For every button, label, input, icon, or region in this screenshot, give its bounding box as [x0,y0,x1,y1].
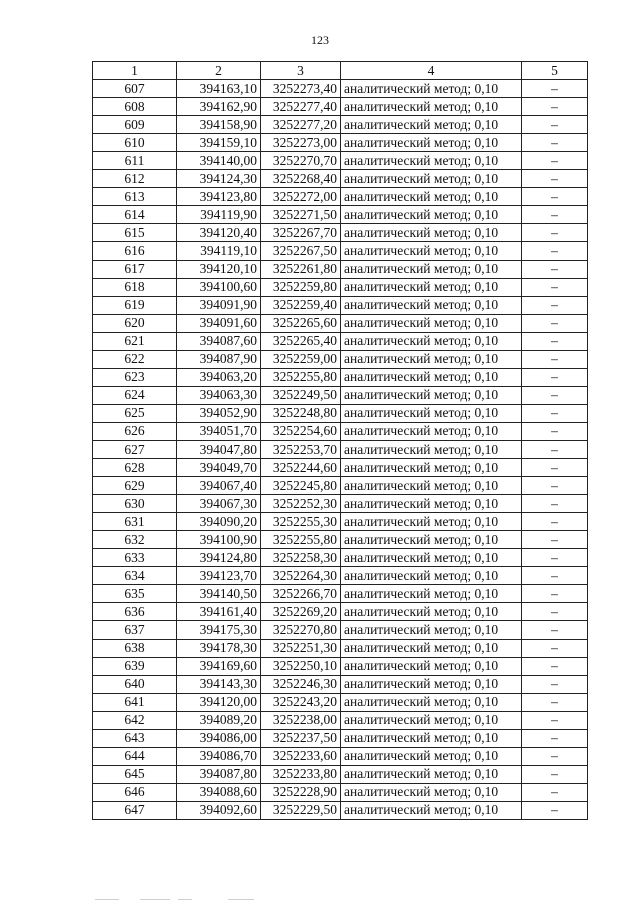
y-coordinate-cell: 3252246,30 [261,675,341,693]
method-accuracy-cell: аналитический метод; 0,10 [341,224,522,242]
point-number-cell: 634 [93,567,177,585]
table-row [93,80,588,98]
y-coordinate-cell: 3252251,30 [261,639,341,657]
method-accuracy-cell: аналитический метод; 0,10 [341,116,522,134]
method-accuracy-cell: аналитический метод; 0,10 [341,296,522,314]
table-row [93,404,588,422]
y-coordinate-cell: 3252252,30 [261,495,341,513]
y-coordinate-cell: 3252272,00 [261,188,341,206]
y-coordinate-cell: 3252255,80 [261,368,341,386]
x-coordinate-cell: 394090,20 [177,513,261,531]
table-row [93,260,588,278]
note-cell: – [522,477,588,495]
table-row [93,296,588,314]
method-accuracy-cell: аналитический метод; 0,10 [341,98,522,116]
point-number-cell: 613 [93,188,177,206]
note-cell: – [522,242,588,260]
x-coordinate-cell: 394119,10 [177,242,261,260]
method-accuracy-cell: аналитический метод; 0,10 [341,639,522,657]
x-coordinate-cell: 394087,60 [177,332,261,350]
table-row [93,639,588,657]
method-accuracy-cell: аналитический метод; 0,10 [341,80,522,98]
point-number-cell: 610 [93,134,177,152]
note-cell: – [522,567,588,585]
point-number-cell: 635 [93,585,177,603]
table-row [93,440,588,458]
note-cell: – [522,765,588,783]
table-row [93,567,588,585]
note-cell: – [522,332,588,350]
x-coordinate-cell: 394162,90 [177,98,261,116]
table-row [93,549,588,567]
table-row [93,368,588,386]
point-number-cell: 630 [93,495,177,513]
note-cell: – [522,440,588,458]
method-accuracy-cell: аналитический метод; 0,10 [341,440,522,458]
note-cell: – [522,459,588,477]
x-coordinate-cell: 394158,90 [177,116,261,134]
x-coordinate-cell: 394140,00 [177,152,261,170]
table-row [93,314,588,332]
method-accuracy-cell: аналитический метод; 0,10 [341,242,522,260]
method-accuracy-cell: аналитический метод; 0,10 [341,368,522,386]
point-number-cell: 612 [93,170,177,188]
method-accuracy-cell: аналитический метод; 0,10 [341,404,522,422]
table-row [93,657,588,675]
point-number-cell: 636 [93,603,177,621]
method-accuracy-cell: аналитический метод; 0,10 [341,621,522,639]
y-coordinate-cell: 3252266,70 [261,585,341,603]
table-row [93,711,588,729]
note-cell: – [522,675,588,693]
method-accuracy-cell: аналитический метод; 0,10 [341,513,522,531]
note-cell: – [522,350,588,368]
x-coordinate-cell: 394100,60 [177,278,261,296]
y-coordinate-cell: 3252250,10 [261,657,341,675]
x-coordinate-cell: 394052,90 [177,404,261,422]
y-coordinate-cell: 3252273,00 [261,134,341,152]
table-row [93,801,588,819]
method-accuracy-cell: аналитический метод; 0,10 [341,729,522,747]
point-number-cell: 607 [93,80,177,98]
point-number-cell: 625 [93,404,177,422]
table-row [93,170,588,188]
point-number-cell: 646 [93,783,177,801]
column-header-1: 1 [93,62,177,80]
note-cell: – [522,368,588,386]
point-number-cell: 618 [93,278,177,296]
column-header-2: 2 [177,62,261,80]
method-accuracy-cell: аналитический метод; 0,10 [341,477,522,495]
x-coordinate-cell: 394178,30 [177,639,261,657]
x-coordinate-cell: 394120,00 [177,693,261,711]
table-body [93,80,588,820]
y-coordinate-cell: 3252249,50 [261,386,341,404]
y-coordinate-cell: 3252259,00 [261,350,341,368]
method-accuracy-cell: аналитический метод; 0,10 [341,422,522,440]
note-cell: – [522,188,588,206]
x-coordinate-cell: 394169,60 [177,657,261,675]
note-cell: – [522,711,588,729]
x-coordinate-cell: 394123,70 [177,567,261,585]
table-row [93,675,588,693]
note-cell: – [522,783,588,801]
note-cell: – [522,693,588,711]
point-number-cell: 633 [93,549,177,567]
point-number-cell: 638 [93,639,177,657]
method-accuracy-cell: аналитический метод; 0,10 [341,260,522,278]
table-row [93,531,588,549]
point-number-cell: 643 [93,729,177,747]
point-number-cell: 631 [93,513,177,531]
x-coordinate-cell: 394067,40 [177,477,261,495]
x-coordinate-cell: 394120,40 [177,224,261,242]
method-accuracy-cell: аналитический метод; 0,10 [341,567,522,585]
point-number-cell: 615 [93,224,177,242]
point-number-cell: 639 [93,657,177,675]
point-number-cell: 628 [93,459,177,477]
method-accuracy-cell: аналитический метод; 0,10 [341,386,522,404]
column-header-4: 4 [341,62,522,80]
y-coordinate-cell: 3252248,80 [261,404,341,422]
method-accuracy-cell: аналитический метод; 0,10 [341,531,522,549]
point-number-cell: 626 [93,422,177,440]
x-coordinate-cell: 394063,20 [177,368,261,386]
note-cell: – [522,98,588,116]
table-row [93,152,588,170]
x-coordinate-cell: 394091,60 [177,314,261,332]
point-number-cell: 609 [93,116,177,134]
note-cell: – [522,531,588,549]
method-accuracy-cell: аналитический метод; 0,10 [341,350,522,368]
method-accuracy-cell: аналитический метод; 0,10 [341,603,522,621]
method-accuracy-cell: аналитический метод; 0,10 [341,170,522,188]
table-row [93,116,588,134]
table-row [93,621,588,639]
table-row [93,278,588,296]
x-coordinate-cell: 394089,20 [177,711,261,729]
method-accuracy-cell: аналитический метод; 0,10 [341,711,522,729]
note-cell: – [522,513,588,531]
method-accuracy-cell: аналитический метод; 0,10 [341,747,522,765]
point-number-cell: 611 [93,152,177,170]
coordinates-table [92,61,588,820]
y-coordinate-cell: 3252259,80 [261,278,341,296]
x-coordinate-cell: 394124,80 [177,549,261,567]
column-header-3: 3 [261,62,341,80]
point-number-cell: 647 [93,801,177,819]
note-cell: – [522,603,588,621]
table-row [93,765,588,783]
note-cell: – [522,495,588,513]
table-row [93,386,588,404]
y-coordinate-cell: 3252265,60 [261,314,341,332]
note-cell: – [522,296,588,314]
note-cell: – [522,585,588,603]
method-accuracy-cell: аналитический метод; 0,10 [341,314,522,332]
note-cell: – [522,314,588,332]
point-number-cell: 622 [93,350,177,368]
method-accuracy-cell: аналитический метод; 0,10 [341,134,522,152]
y-coordinate-cell: 3252261,80 [261,260,341,278]
point-number-cell: 645 [93,765,177,783]
y-coordinate-cell: 3252255,80 [261,531,341,549]
y-coordinate-cell: 3252259,40 [261,296,341,314]
method-accuracy-cell: аналитический метод; 0,10 [341,495,522,513]
point-number-cell: 629 [93,477,177,495]
point-number-cell: 614 [93,206,177,224]
x-coordinate-cell: 394091,90 [177,296,261,314]
point-number-cell: 632 [93,531,177,549]
table-row [93,98,588,116]
y-coordinate-cell: 3252270,70 [261,152,341,170]
x-coordinate-cell: 394143,30 [177,675,261,693]
point-number-cell: 644 [93,747,177,765]
table-row [93,206,588,224]
table-row [93,477,588,495]
note-cell: – [522,260,588,278]
point-number-cell: 640 [93,675,177,693]
point-number-cell: 617 [93,260,177,278]
point-number-cell: 642 [93,711,177,729]
y-coordinate-cell: 3252229,50 [261,801,341,819]
method-accuracy-cell: аналитический метод; 0,10 [341,278,522,296]
method-accuracy-cell: аналитический метод; 0,10 [341,765,522,783]
note-cell: – [522,657,588,675]
method-accuracy-cell: аналитический метод; 0,10 [341,657,522,675]
method-accuracy-cell: аналитический метод; 0,10 [341,801,522,819]
y-coordinate-cell: 3252255,30 [261,513,341,531]
y-coordinate-cell: 3252264,30 [261,567,341,585]
x-coordinate-cell: 394087,90 [177,350,261,368]
y-coordinate-cell: 3252243,20 [261,693,341,711]
table-row [93,585,588,603]
y-coordinate-cell: 3252269,20 [261,603,341,621]
table-row [93,513,588,531]
method-accuracy-cell: аналитический метод; 0,10 [341,459,522,477]
point-number-cell: 608 [93,98,177,116]
x-coordinate-cell: 394175,30 [177,621,261,639]
x-coordinate-cell: 394120,10 [177,260,261,278]
x-coordinate-cell: 394159,10 [177,134,261,152]
x-coordinate-cell: 394088,60 [177,783,261,801]
x-coordinate-cell: 394087,80 [177,765,261,783]
y-coordinate-cell: 3252228,90 [261,783,341,801]
y-coordinate-cell: 3252238,00 [261,711,341,729]
x-coordinate-cell: 394067,30 [177,495,261,513]
method-accuracy-cell: аналитический метод; 0,10 [341,206,522,224]
point-number-cell: 624 [93,386,177,404]
point-number-cell: 620 [93,314,177,332]
table-row [93,134,588,152]
method-accuracy-cell: аналитический метод; 0,10 [341,332,522,350]
column-header-5: 5 [522,62,588,80]
x-coordinate-cell: 394086,70 [177,747,261,765]
y-coordinate-cell: 3252233,80 [261,765,341,783]
table-row [93,729,588,747]
point-number-cell: 621 [93,332,177,350]
note-cell: – [522,278,588,296]
y-coordinate-cell: 3252271,50 [261,206,341,224]
x-coordinate-cell: 394086,00 [177,729,261,747]
method-accuracy-cell: аналитический метод; 0,10 [341,783,522,801]
method-accuracy-cell: аналитический метод; 0,10 [341,693,522,711]
note-cell: – [522,404,588,422]
table-row [93,224,588,242]
table-row [93,188,588,206]
point-number-cell: 623 [93,368,177,386]
method-accuracy-cell: аналитический метод; 0,10 [341,549,522,567]
note-cell: – [522,134,588,152]
y-coordinate-cell: 3252245,80 [261,477,341,495]
x-coordinate-cell: 394119,90 [177,206,261,224]
y-coordinate-cell: 3252277,40 [261,98,341,116]
note-cell: – [522,80,588,98]
table-header-row [93,62,588,80]
x-coordinate-cell: 394063,30 [177,386,261,404]
note-cell: – [522,170,588,188]
note-cell: – [522,747,588,765]
note-cell: – [522,152,588,170]
note-cell: – [522,422,588,440]
y-coordinate-cell: 3252270,80 [261,621,341,639]
table-row [93,495,588,513]
y-coordinate-cell: 3252237,50 [261,729,341,747]
y-coordinate-cell: 3252277,20 [261,116,341,134]
point-number-cell: 619 [93,296,177,314]
y-coordinate-cell: 3252233,60 [261,747,341,765]
y-coordinate-cell: 3252265,40 [261,332,341,350]
note-cell: – [522,224,588,242]
x-coordinate-cell: 394140,50 [177,585,261,603]
method-accuracy-cell: аналитический метод; 0,10 [341,152,522,170]
note-cell: – [522,116,588,134]
y-coordinate-cell: 3252267,70 [261,224,341,242]
x-coordinate-cell: 394124,30 [177,170,261,188]
method-accuracy-cell: аналитический метод; 0,10 [341,188,522,206]
table-row [93,747,588,765]
x-coordinate-cell: 394100,90 [177,531,261,549]
table-row [93,242,588,260]
method-accuracy-cell: аналитический метод; 0,10 [341,585,522,603]
y-coordinate-cell: 3252254,60 [261,422,341,440]
table-row [93,459,588,477]
scan-artifacts [0,895,640,905]
y-coordinate-cell: 3252244,60 [261,459,341,477]
x-coordinate-cell: 394049,70 [177,459,261,477]
x-coordinate-cell: 394161,40 [177,603,261,621]
point-number-cell: 641 [93,693,177,711]
note-cell: – [522,386,588,404]
note-cell: – [522,801,588,819]
y-coordinate-cell: 3252253,70 [261,440,341,458]
table-row [93,350,588,368]
y-coordinate-cell: 3252273,40 [261,80,341,98]
y-coordinate-cell: 3252267,50 [261,242,341,260]
table-row [93,332,588,350]
point-number-cell: 627 [93,440,177,458]
point-number-cell: 637 [93,621,177,639]
table-row [93,693,588,711]
x-coordinate-cell: 394092,60 [177,801,261,819]
table-row [93,783,588,801]
x-coordinate-cell: 394051,70 [177,422,261,440]
note-cell: – [522,729,588,747]
point-number-cell: 616 [93,242,177,260]
x-coordinate-cell: 394163,10 [177,80,261,98]
y-coordinate-cell: 3252268,40 [261,170,341,188]
note-cell: – [522,639,588,657]
page-number: 123 [311,33,329,47]
note-cell: – [522,549,588,567]
method-accuracy-cell: аналитический метод; 0,10 [341,675,522,693]
note-cell: – [522,621,588,639]
table-row [93,422,588,440]
y-coordinate-cell: 3252258,30 [261,549,341,567]
x-coordinate-cell: 394123,80 [177,188,261,206]
x-coordinate-cell: 394047,80 [177,440,261,458]
note-cell: – [522,206,588,224]
table-row [93,603,588,621]
